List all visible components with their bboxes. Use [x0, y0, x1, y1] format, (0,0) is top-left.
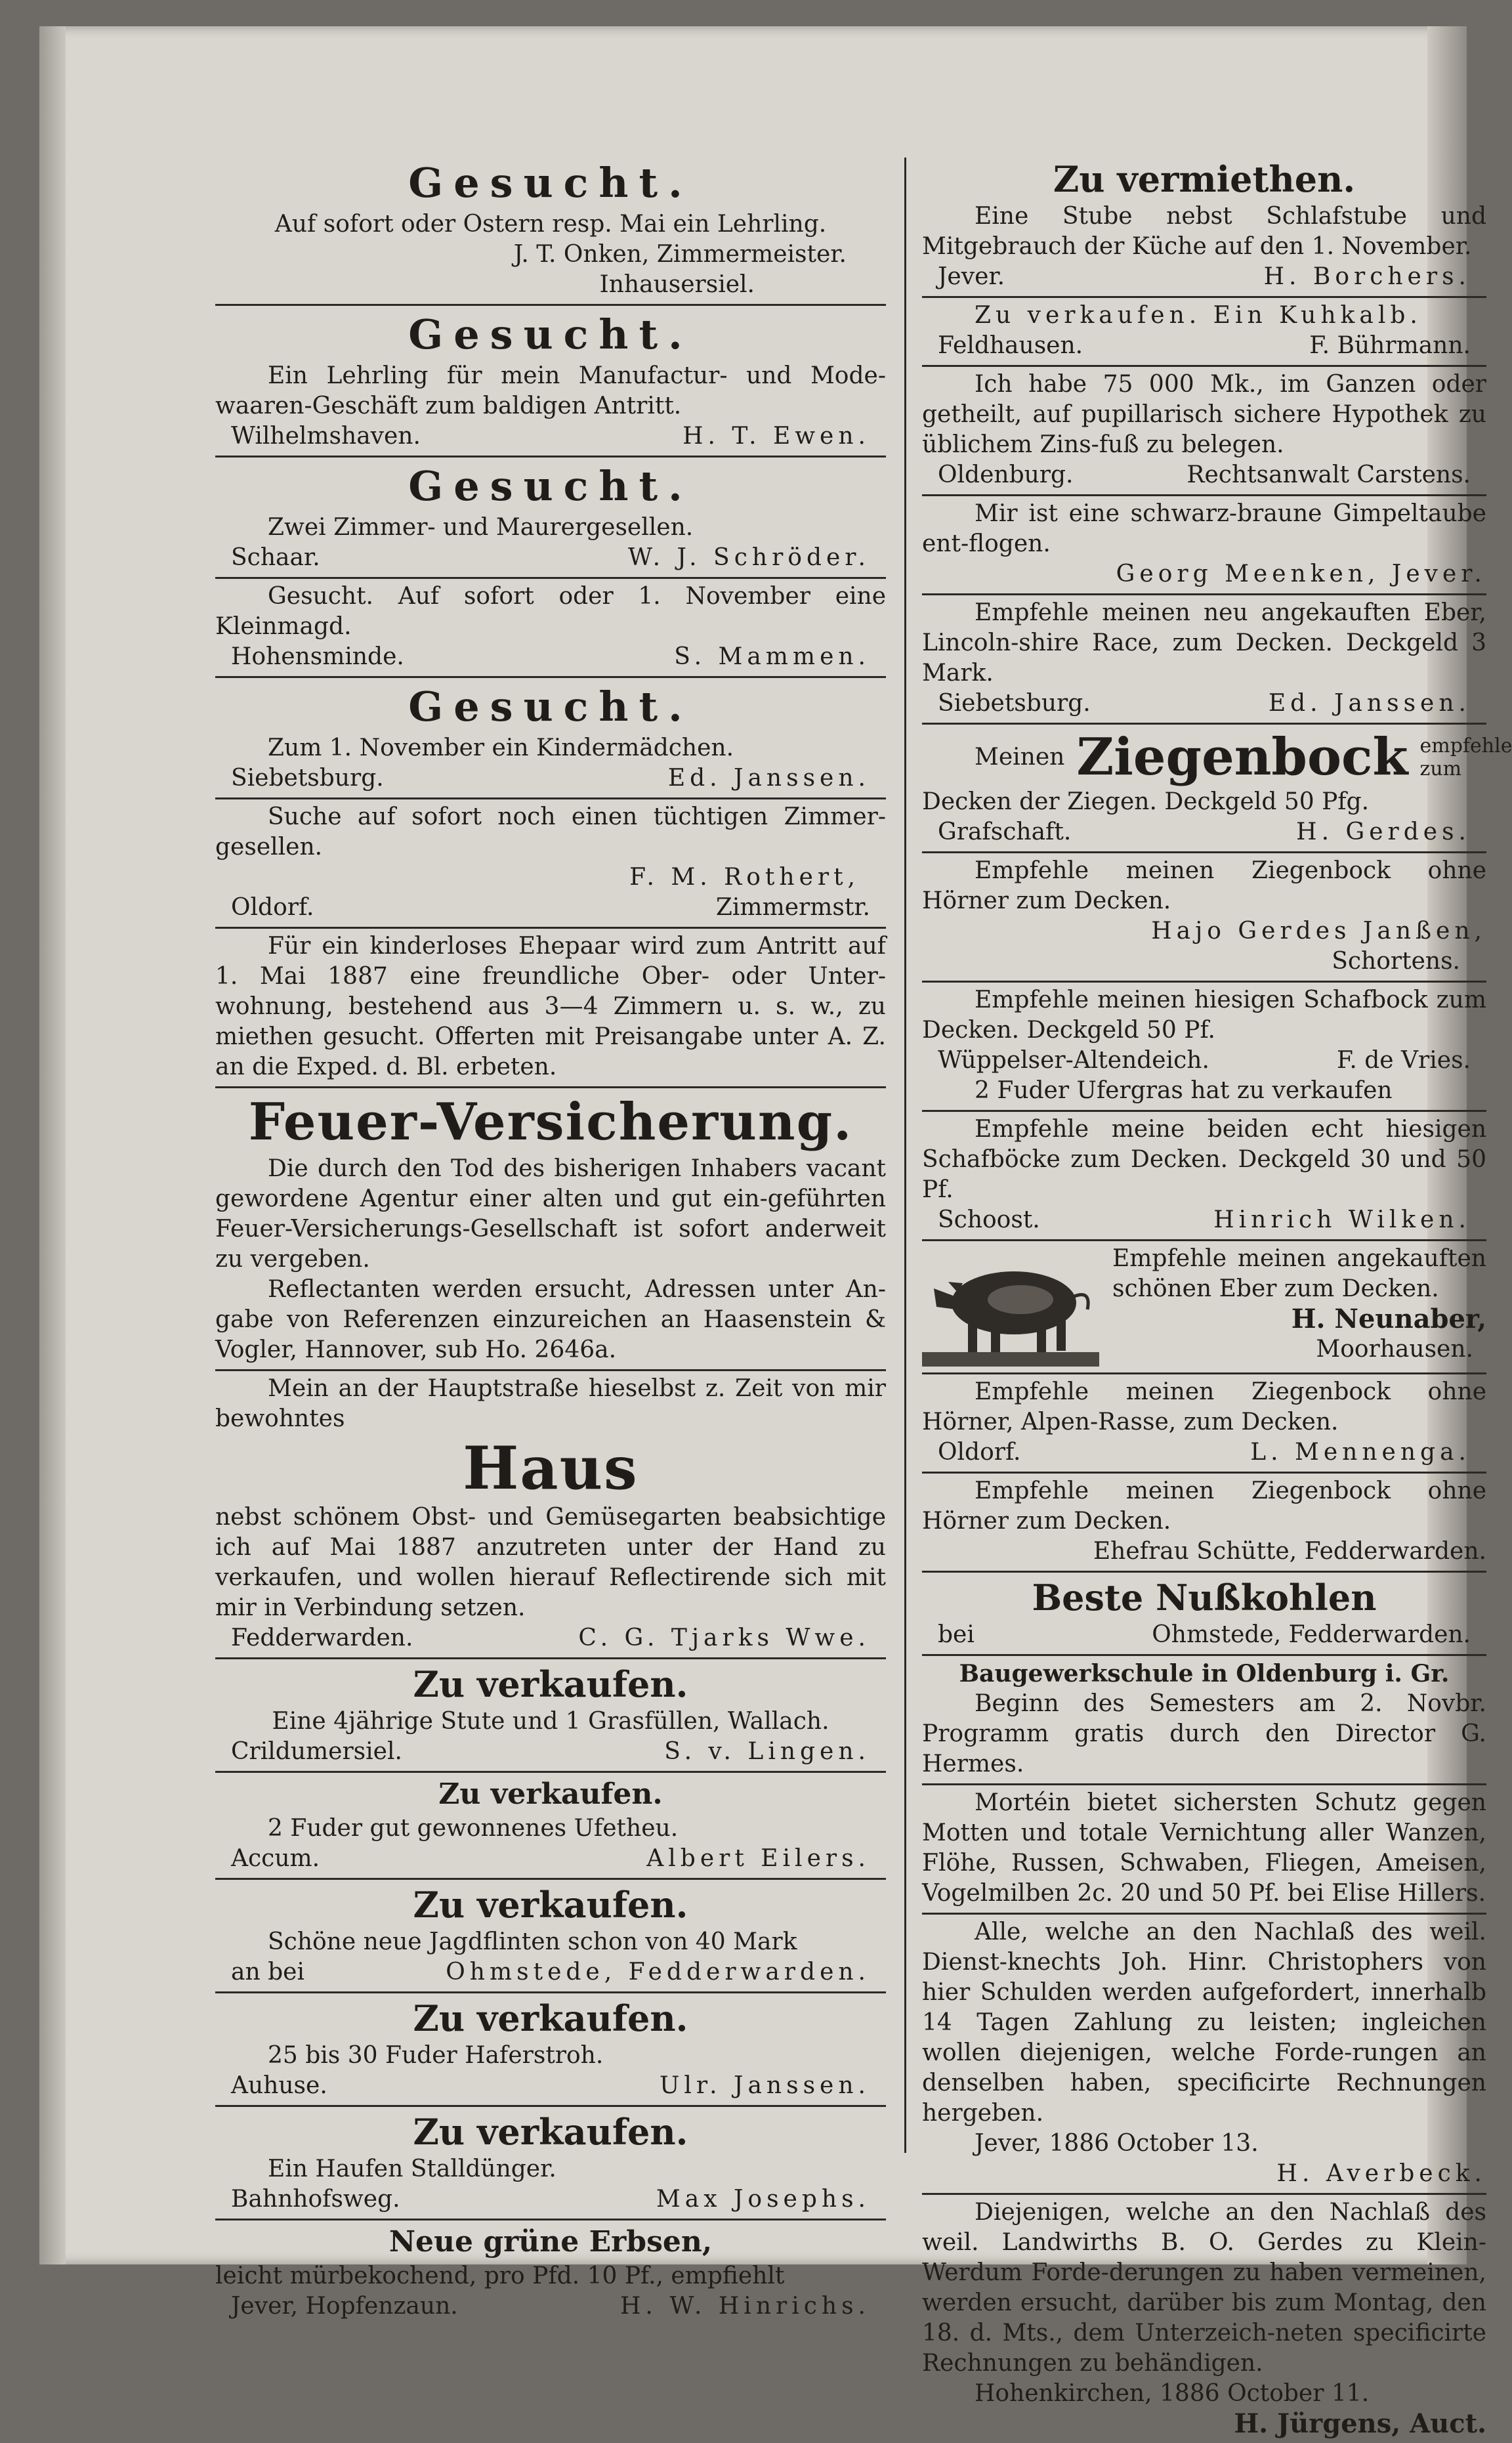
- ad-text: Zu verkaufen. Ein Kuhkalb.: [975, 302, 1422, 329]
- ad-text: Decken der Ziegen. Deckgeld 50 Pfg.: [922, 788, 1370, 815]
- ad-place: Moorhausen.: [1316, 1336, 1473, 1363]
- ad-title: Feuer-Versicherung.: [248, 1092, 853, 1152]
- ad-ziegenbock-schuette: [922, 1474, 1486, 1573]
- ad-title: Gesucht.: [408, 159, 693, 207]
- ad-text: Empfehle meinen angekauften schönen Eber zum Decken.: [1112, 1245, 1486, 1302]
- ad-gesucht-lehrling: [215, 154, 886, 306]
- ad-place: Grafschaft.: [938, 818, 1072, 845]
- ad-signature: Max Josephs.: [656, 2186, 870, 2213]
- ad-signature: Ohmstede, Fedderwarden.: [446, 1959, 870, 1986]
- ad-signature: H. Averbeck.: [1276, 2160, 1486, 2187]
- ad-signature: F. Bührmann.: [1309, 332, 1471, 359]
- ad-verkaufen-haferstroh: [215, 1993, 886, 2107]
- ad-place: Hohensminde.: [231, 643, 404, 670]
- ad-gesucht-manufactur: [215, 306, 886, 457]
- ad-hypothek: [922, 367, 1486, 496]
- ad-title: Zu verkaufen.: [413, 1997, 688, 2039]
- ad-text: Empfehle meinen neu angekauften Eber, Lincoln-shire Race, zum Decken. Deckgeld 3 Mark.: [922, 599, 1486, 687]
- ad-gesucht-kindermaedchen: [215, 678, 886, 799]
- ad-signature: Albert Eilers.: [646, 1845, 870, 1872]
- ad-date: Jever, 1886 October 13.: [975, 2130, 1259, 2157]
- ad-zimmergeselle: [215, 799, 886, 929]
- ad-signature: H. W. Hinrichs.: [620, 2293, 870, 2320]
- ad-signature: Ehefrau Schütte, Fedderwarden.: [1093, 1538, 1486, 1565]
- ad-verkaufen-jagdflinten: [215, 1880, 886, 1993]
- ad-signature: Hajo Gerdes Janßen,: [1151, 918, 1486, 945]
- ad-signature: H. T. Ewen.: [682, 423, 870, 450]
- ad-title: Zu vermiethen.: [1053, 158, 1356, 200]
- ad-signature: H. Gerdes.: [1296, 818, 1471, 845]
- ad-place: Oldenburg.: [938, 461, 1074, 488]
- ad-signature: Ohmstede, Fedderwarden.: [1152, 1621, 1471, 1648]
- right-column: [922, 154, 1512, 2443]
- page-stack-edge: [39, 26, 66, 2264]
- ad-signature: Rechtsanwalt Carstens.: [1186, 461, 1471, 488]
- ad-place: Siebetsburg.: [231, 765, 384, 792]
- ad-text: Alle, welche an den Nachlaß des weil. Dienst-knechts Joh. Hinr. Christophers von hier Schulden werden aufgefordert, innerhalb 14 Tagen Zahlung zu leisten; ingleichen wollen diejenigen, welche Forde-rungen an denselben haben, specificirte Rechnungen hergeben.: [922, 1919, 1486, 2127]
- ad-zu-vermiethen: [922, 154, 1486, 298]
- ad-text: Zum 1. November ein Kindermädchen.: [268, 734, 734, 761]
- ad-title: Zu verkaufen.: [438, 1777, 663, 1811]
- ad-text: 25 bis 30 Fuder Haferstroh.: [268, 2042, 604, 2069]
- ad-place: Fedderwarden.: [231, 1625, 413, 1651]
- ad-text: bei: [938, 1621, 975, 1648]
- ad-place: Feldhausen.: [938, 332, 1083, 359]
- ad-title: Gesucht.: [408, 462, 693, 510]
- ad-signature: H. Borchers.: [1263, 263, 1471, 290]
- ad-verkaufen-heu: [215, 1773, 886, 1880]
- column-divider: [904, 158, 906, 2153]
- ad-text: Mein an der Hauptstraße hieselbst z. Zeit von mir bewohntes: [215, 1375, 886, 1432]
- ad-place: Jever.: [938, 263, 1005, 290]
- ad-text: empfehle zum: [1419, 734, 1512, 780]
- ad-signature: L. Mennenga.: [1250, 1439, 1471, 1466]
- ad-eber-neunaber: [922, 1241, 1486, 1374]
- ad-title: Gesucht.: [408, 683, 693, 731]
- ad-place: Crildumersiel.: [231, 1738, 402, 1765]
- ad-text: Empfehle meinen Ziegenbock ohne Hörner, Alpen-Rasse, zum Decken.: [922, 1378, 1486, 1435]
- ad-title: Haus: [463, 1434, 639, 1503]
- ad-place: Oldorf.: [231, 894, 314, 921]
- ad-text: Mir ist eine schwarz-braune Gimpeltaube ent-flogen.: [922, 500, 1486, 557]
- ad-place: Accum.: [231, 1845, 320, 1872]
- ad-signature: Georg Meenken, Jever.: [1116, 561, 1486, 587]
- ad-signature: W. J. Schröder.: [627, 544, 870, 571]
- ad-signature: S. Mammen.: [674, 643, 870, 670]
- left-column: [215, 154, 886, 2326]
- ad-signature: S. v. Lingen.: [664, 1738, 870, 1765]
- ad-title: Zu verkaufen.: [413, 1884, 688, 1926]
- ad-baugewerkschule: [922, 1656, 1486, 1785]
- ad-text: Meinen: [975, 744, 1065, 771]
- ad-signature: Ed. Janssen.: [667, 765, 870, 792]
- ad-text: Auf sofort oder Ostern resp. Mai ein Lehrling.: [274, 211, 827, 238]
- ad-signature: J. T. Onken, Zimmermeister.: [513, 241, 847, 268]
- ad-mortein: [922, 1785, 1486, 1915]
- ad-text: Eine Stube nebst Schlafstube und Mitgebrauch der Küche auf den 1. November.: [922, 203, 1486, 260]
- ad-text: Beginn des Semesters am 2. Novbr. Programm gratis durch den Director G. Hermes.: [922, 1690, 1486, 1777]
- ad-signature: C. G. Tjarks Wwe.: [578, 1625, 870, 1651]
- ad-date: Hohenkirchen, 1886 October 11.: [975, 2380, 1370, 2407]
- ad-title: Gesucht.: [408, 310, 693, 358]
- ad-ziegenbock-janssen: [922, 853, 1486, 983]
- ad-text: Für ein kinderloses Ehepaar wird zum Antritt auf 1. Mai 1887 eine freundliche Ober- oder Unter-wohnung, bestehend aus 3—4 Zimmern u. s. w., zu miethen gesucht. Offerten mit Preisangabe unter A. Z. an die Exped. d. Bl. erbeten.: [215, 933, 886, 1080]
- ad-signature: Ulr. Janssen.: [660, 2072, 870, 2099]
- ad-title: Beste Nußkohlen: [1032, 1577, 1377, 1619]
- ad-text: Empfehle meine beiden echt hiesigen Schafböcke zum Decken. Deckgeld 30 und 50 Pf.: [922, 1116, 1486, 1203]
- newspaper-page: [39, 26, 1512, 2439]
- ad-nusskohlen: [922, 1573, 1486, 1656]
- ad-title: Zu verkaufen.: [413, 1663, 688, 1705]
- ad-place: Wüppelser-Altendeich.: [938, 1047, 1209, 1074]
- boar-woodcut-icon: [922, 1244, 1099, 1369]
- ad-text: Eine 4jährige Stute und 1 Grasfüllen, Wallach.: [272, 1708, 830, 1735]
- ad-gesucht-gesellen: [215, 457, 886, 579]
- ad-kuhkalb: [922, 298, 1486, 367]
- ad-text: 2 Fuder Ufergras hat zu verkaufen: [975, 1077, 1393, 1104]
- ad-nachlass-christophers: [922, 1915, 1486, 2195]
- ad-signature: F. M. Rothert,: [629, 864, 860, 891]
- ad-signature: H. Neunaber,: [1291, 1304, 1486, 1334]
- ad-place: Schaar.: [231, 544, 320, 571]
- ad-place: Inhausersiel.: [599, 271, 755, 298]
- ad-title: Neue grüne Erbsen,: [388, 2225, 713, 2259]
- ad-text: Reflectanten werden ersucht, Adressen unter An-gabe von Referenzen einzureichen an Haasenstein & Vogler, Hannover, sub Ho. 2646a.: [215, 1276, 886, 1363]
- ad-eber-lincolnshire: [922, 595, 1486, 725]
- ad-signature-title: Zimmermstr.: [715, 894, 870, 921]
- ad-signature: H. Jürgens, Auct.: [1234, 2408, 1486, 2439]
- ad-ziegenbock-mennenga: [922, 1374, 1486, 1474]
- ad-place: Schortens.: [1332, 948, 1460, 975]
- ad-place: Oldorf.: [938, 1439, 1021, 1466]
- ad-wohnung-gesucht: [215, 929, 886, 1088]
- ad-text: Suche auf sofort noch einen tüchtigen Zimmer-gesellen.: [215, 803, 886, 860]
- ad-signature: F. de Vries.: [1337, 1047, 1471, 1074]
- ad-signature: Ed. Janssen.: [1268, 690, 1471, 717]
- ad-text: leicht mürbekochend, pro Pfd. 10 Pf., empfiehlt: [215, 2262, 785, 2289]
- ad-verkaufen-stute: [215, 1659, 886, 1773]
- ad-text: Ein Haufen Stalldünger.: [268, 2156, 556, 2182]
- ad-text: Die durch den Tod des bisherigen Inhabers vacant gewordene Agentur einer alten und gut ein-geführten Feuer-Versicherungs-Gesellschaft ist sofort anderweit zu vergeben.: [215, 1155, 886, 1273]
- ad-text: nebst schönem Obst- und Gemüsegarten beabsichtige ich auf Mai 1887 anzutreten unter der Hand zu verkaufen, und wollen hierauf Reflectirende sich mit mir in Verbindung setzen.: [215, 1504, 886, 1621]
- ad-place: Wilhelmshaven.: [231, 423, 421, 450]
- ad-title: Zu verkaufen.: [413, 2111, 688, 2153]
- ad-signature: Hinrich Wilken.: [1213, 1206, 1471, 1233]
- ad-text: Ein Lehrling für mein Manufactur- und Mode-waaren-Geschäft zum baldigen Antritt.: [215, 362, 886, 419]
- ad-gesucht-kleinmagd: [215, 579, 886, 678]
- ad-text: Mortéin bietet sichersten Schutz gegen Motten und totale Vernichtung aller Wanzen, Flöhe, Russen, Schwaben, Fliegen, Ameisen, Vogelmilben 2c. 20 und 50 Pf. bei Elise Hillers.: [922, 1789, 1486, 1907]
- ad-title: Ziegenbock: [1076, 727, 1408, 787]
- ad-place: Schoost.: [938, 1206, 1040, 1233]
- ad-text: Ich habe 75 000 Mk., im Ganzen oder getheilt, auf pupillarisch sichere Hypothek zu üblichem Zins-fuß zu belegen.: [922, 371, 1486, 458]
- ad-text: 2 Fuder gut gewonnenes Ufetheu.: [268, 1815, 679, 1842]
- ad-text: Empfehle meinen Ziegenbock ohne Hörner zum Decken.: [922, 857, 1486, 914]
- ad-gruene-erbsen: [215, 2220, 886, 2326]
- ad-gimpeltaube: [922, 496, 1486, 595]
- ad-text: Schöne neue Jagdflinten schon von 40 Mark: [268, 1928, 797, 1955]
- ad-text: Gesucht. Auf sofort oder 1. November eine Kleinmagd.: [215, 583, 886, 640]
- ad-title: Baugewerkschule in Oldenburg i. Gr.: [959, 1660, 1450, 1688]
- ad-text: Empfehle meinen Ziegenbock ohne Hörner zum Decken.: [922, 1477, 1486, 1535]
- ad-place: Bahnhofsweg.: [231, 2186, 400, 2213]
- ad-haus: [215, 1371, 886, 1659]
- ad-ziegenbock-gerdes: [922, 725, 1512, 853]
- ad-place: an bei: [231, 1959, 304, 1986]
- ad-verkaufen-stallduenger: [215, 2107, 886, 2220]
- ad-text: Zwei Zimmer- und Maurergesellen.: [268, 514, 694, 541]
- ad-nachlass-gerdes: [922, 2195, 1486, 2443]
- ad-place: Jever, Hopfenzaun.: [231, 2293, 458, 2320]
- ad-place: Auhuse.: [231, 2072, 327, 2099]
- ad-text: Empfehle meinen hiesigen Schafbock zum Decken. Deckgeld 50 Pf.: [922, 987, 1486, 1044]
- ad-text: Diejenigen, welche an den Nachlaß des weil. Landwirths B. O. Gerdes zu Klein-Werdum Forde-derungen zu haben vermeinen, werden ersucht, darüber bis zum Montag, den 18. d. Mts., dem Unterzeich-neten specificirte Rechnungen zu behändigen.: [922, 2199, 1486, 2377]
- ad-place: Siebetsburg.: [938, 690, 1091, 717]
- ad-feuer-versicherung: [215, 1088, 886, 1371]
- ad-schafbock-devries: [922, 983, 1486, 1112]
- ad-schafboecke-wilken: [922, 1112, 1486, 1241]
